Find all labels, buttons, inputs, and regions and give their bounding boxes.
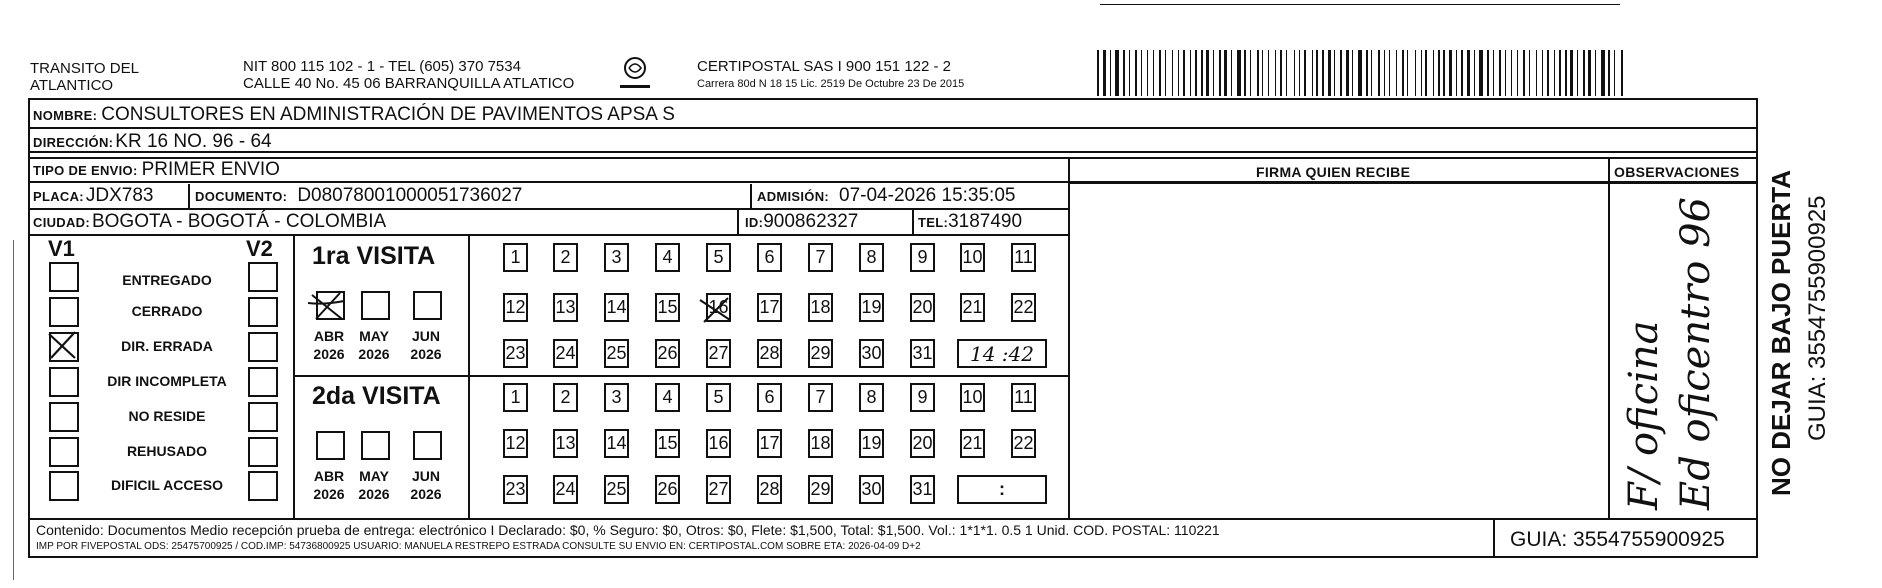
direccion-value: KR 16 NO. 96 - 64 (115, 131, 272, 152)
visit2-month-label (403, 467, 449, 503)
documento-label: DOCUMENTO: (195, 188, 288, 204)
day-checkmark-icon (696, 292, 736, 326)
sender-name (30, 60, 139, 94)
barcode-bar (1115, 50, 1119, 96)
visit2-day-box[interactable]: 10 (960, 383, 985, 412)
barcode-bar (1402, 50, 1404, 96)
barcode-bar (1206, 50, 1209, 96)
barcode-bar (1536, 50, 1537, 96)
visit1-day-box[interactable]: 13 (553, 293, 578, 322)
return-reason-label: DIFICIL ACCESO (110, 477, 223, 493)
visit1-day-box[interactable]: 3 (604, 243, 629, 272)
visit2-day-box[interactable]: 16 (706, 429, 731, 458)
barcode-bar (1352, 50, 1353, 96)
v2-checkbox[interactable] (248, 437, 278, 467)
month-year: 2026 (358, 486, 390, 502)
barcode-bar (1474, 50, 1475, 96)
visit1-day-box[interactable]: 12 (503, 293, 528, 322)
visit2-day-box[interactable]: 7 (808, 383, 833, 412)
visit1-month-checkbox[interactable] (316, 291, 345, 320)
visit2-day-box[interactable]: 19 (859, 429, 884, 458)
barcode-bar (1529, 50, 1530, 96)
visit2-day-box[interactable]: 2 (553, 383, 578, 412)
barcode-bar (1449, 50, 1452, 96)
month-year: 2026 (410, 486, 442, 502)
barcode-bar (1165, 50, 1166, 96)
visit1-day-box[interactable]: 17 (757, 293, 782, 322)
visit2-day-box[interactable]: 17 (757, 429, 782, 458)
barcode-bar (1334, 50, 1335, 96)
return-reason-label: DIR INCOMPLETA (107, 373, 227, 389)
visit2-day-box[interactable]: 9 (910, 383, 935, 412)
barcode-bar (1172, 50, 1173, 96)
visit1-day-box[interactable]: 23 (503, 339, 528, 368)
barcode-bar (1577, 50, 1578, 96)
nombre-value: CONSULTORES EN ADMINISTRACIÓN DE PAVIMENTOS APSA S (101, 104, 675, 125)
side-warning: NO DEJAR BAJO PUERTA (1766, 169, 1796, 496)
barcode-bar (1493, 50, 1494, 96)
barcode-bar (1384, 50, 1385, 96)
barcode-bar (1595, 50, 1596, 96)
visit2-day-box[interactable]: 21 (960, 429, 985, 458)
visit2-day-box[interactable]: 30 (859, 475, 884, 504)
barcode-bar (1312, 50, 1313, 96)
visit2-month-label (306, 467, 352, 503)
barcode (1097, 50, 1627, 96)
visit1-day-box[interactable]: 31 (910, 339, 935, 368)
visit1-day-box[interactable]: 18 (808, 293, 833, 322)
top-rule (1100, 4, 1620, 5)
barcode-bar (1110, 50, 1111, 96)
barcode-bar (1262, 50, 1263, 96)
return-reason-label: NO RESIDE (128, 408, 206, 424)
v1-header: V1 (48, 236, 75, 261)
courier-address: Carrera 80d N 18 15 Lic. 2519 De Octubre 23 De 2015 (697, 78, 965, 90)
documento-row (195, 185, 522, 207)
month-name: ABR (313, 468, 345, 484)
barcode-bar (1479, 50, 1483, 96)
visit2-day-box[interactable]: 18 (808, 429, 833, 458)
return-reason-label: ENTREGADO (122, 272, 212, 288)
barcode-bar (1201, 50, 1203, 96)
month-year: 2026 (313, 346, 345, 362)
barcode-bar (1213, 50, 1214, 96)
tel-label: TEL: (918, 214, 949, 230)
visit1-day-box[interactable]: 27 (706, 339, 731, 368)
visit2-day-box[interactable]: 6 (757, 383, 782, 412)
barcode-bar (1340, 50, 1342, 96)
barcode-bar (1425, 50, 1427, 96)
sender-name-line1: TRANSITO DEL (30, 60, 139, 77)
visit2-day-box[interactable]: 24 (553, 475, 578, 504)
v2-checkbox[interactable] (248, 262, 278, 292)
barcode-bar (1294, 50, 1295, 96)
visit2-title: 2da VISITA (312, 382, 441, 410)
barcode-bar (1346, 50, 1349, 96)
placa-row (33, 185, 154, 207)
barcode-bar (1559, 50, 1561, 96)
barcode-bar (1268, 50, 1269, 96)
month-year: 2026 (313, 486, 345, 502)
barcode-bar (1499, 50, 1501, 96)
barcode-bar (1542, 50, 1543, 96)
visit1-day-box[interactable]: 25 (604, 339, 629, 368)
barcode-bar (1554, 50, 1555, 96)
side-guia: GUIA: 3554755900925 (1804, 195, 1831, 441)
barcode-bar (1608, 50, 1610, 96)
visit2-month-checkbox[interactable] (413, 431, 442, 460)
courier-name: CERTIPOSTAL SAS I 900 151 122 - 2 (697, 58, 952, 75)
barcode-bar (1523, 50, 1525, 96)
certipostal-logo-icon (618, 56, 652, 94)
documento-value: D08078001000051736027 (297, 185, 523, 206)
visit2-day-box[interactable]: 20 (910, 429, 935, 458)
barcode-bar (1275, 50, 1276, 96)
visit1-day-box[interactable]: 5 (706, 243, 731, 272)
barcode-bar (1244, 50, 1246, 96)
barcode-bar (1621, 50, 1623, 96)
barcode-bar (1407, 50, 1408, 96)
barcode-bar (1328, 50, 1331, 96)
visit2-month-label (351, 467, 397, 503)
barcode-bar (1358, 50, 1362, 96)
footer-imp: IMP POR FIVEPOSTAL ODS: 25475700925 / COD.IMP: 54736800925 USUARIO: MANUELA RESTREPO ESTRADA CONSULTE SU ENVIO EN: CERTIPOSTAL.COM SOBRE ETA: 2026-04-09 D+2 (36, 541, 921, 552)
v2-checkbox[interactable] (248, 367, 278, 397)
month-name: ABR (313, 328, 345, 344)
sender-name-line2: ATLANTICO (30, 77, 114, 94)
left-margin-rule (13, 240, 14, 580)
nombre-row (33, 104, 675, 126)
barcode-bar (1280, 50, 1282, 96)
barcode-bar (1147, 50, 1148, 96)
barcode-bar (1601, 50, 1605, 96)
barcode-bar (1322, 50, 1324, 96)
barcode-bar (1224, 50, 1227, 96)
month-name: MAY (359, 328, 389, 344)
barcode-bar (1421, 50, 1422, 96)
visit2-day-box[interactable]: 14 (604, 429, 629, 458)
barcode-bar (1517, 50, 1518, 96)
barcode-bar (1219, 50, 1221, 96)
handwritten-line1: F/ oficina (1621, 320, 1667, 510)
barcode-bar (1547, 50, 1549, 96)
footer-text (36, 522, 1486, 552)
tipo-value: PRIMER ENVIO (141, 159, 280, 180)
barcode-bar (1286, 50, 1287, 96)
visit2-day-box[interactable]: 5 (706, 383, 731, 412)
visit1-day-box[interactable]: 22 (1011, 293, 1036, 322)
visit2-day-box[interactable]: 3 (604, 383, 629, 412)
ciudad-value: BOGOTA - BOGOTÁ - COLOMBIA (91, 211, 387, 232)
visit2-day-box[interactable]: 1 (503, 383, 528, 412)
visit1-month-checkbox[interactable] (361, 291, 390, 320)
barcode-bar (1183, 50, 1185, 96)
visit2-day-box[interactable]: 28 (757, 475, 782, 504)
visit1-day-box[interactable]: 20 (910, 293, 935, 322)
direccion-label: DIRECCIÓN: (33, 134, 114, 150)
visit1-day-box[interactable]: 10 (960, 243, 985, 272)
visit2-day-box[interactable]: 26 (655, 475, 680, 504)
barcode-bar (1511, 50, 1512, 96)
barcode-bar (1456, 50, 1457, 96)
id-label: ID: (745, 214, 764, 230)
barcode-bar (1570, 50, 1573, 96)
id-row (745, 211, 858, 233)
barcode-bar (1505, 50, 1506, 96)
barcode-bar (1433, 50, 1434, 96)
barcode-bar (1396, 50, 1397, 96)
v2-checkbox[interactable] (248, 402, 278, 432)
barcode-bar (1159, 50, 1161, 96)
handwritten-line2: Ed oficentro 96 (1673, 196, 1719, 510)
sender-info (243, 58, 574, 92)
firma-header: FIRMA QUIEN RECIBE (1256, 164, 1411, 180)
return-reason-label: CERRADO (131, 303, 203, 319)
admision-row (757, 185, 1015, 207)
barcode-bar (1366, 50, 1368, 96)
tel-value: 3187490 (948, 211, 1023, 232)
visit2-day-box[interactable]: 12 (503, 429, 528, 458)
nombre-label: NOMBRE: (33, 107, 98, 123)
barcode-bar (1614, 50, 1615, 96)
barcode-bar (1583, 50, 1585, 96)
visit1-day-box[interactable]: 21 (960, 293, 985, 322)
footer-guia: GUIA: 3554755900925 (1510, 528, 1725, 551)
visit2-day-box[interactable]: 22 (1011, 429, 1036, 458)
v2-checkbox[interactable] (248, 332, 278, 362)
barcode-bar (1178, 50, 1179, 96)
visit2-month-checkbox[interactable] (316, 431, 345, 460)
visit1-month-label (403, 327, 449, 363)
visit1-day-box[interactable]: 7 (808, 243, 833, 272)
id-value: 900862327 (763, 211, 859, 232)
visit1-day-box[interactable]: 14 (604, 293, 629, 322)
visit1-day-box[interactable]: 30 (859, 339, 884, 368)
barcode-bar (1371, 50, 1372, 96)
month-name: JUN (411, 328, 440, 344)
barcode-bar (1257, 50, 1259, 96)
visit1-day-box[interactable]: 16 (706, 293, 731, 322)
barcode-bar (1123, 50, 1125, 96)
observaciones-header: OBSERVACIONES (1614, 164, 1740, 180)
visit2-time-field[interactable]: : (957, 475, 1047, 504)
barcode-bar (1389, 50, 1390, 96)
visit1-day-box[interactable]: 9 (910, 243, 935, 272)
visit1-day-box[interactable]: 24 (553, 339, 578, 368)
ciudad-row (33, 211, 386, 233)
barcode-bar (1467, 50, 1470, 96)
visit2-day-box[interactable]: 15 (655, 429, 680, 458)
month-name: JUN (411, 468, 440, 484)
barcode-bar (1129, 50, 1130, 96)
v2-header: V2 (246, 236, 273, 261)
sender-nit-tel: NIT 800 115 102 - 1 - TEL (605) 370 7534 (243, 58, 521, 75)
visit1-time-field[interactable]: 14 :42 (957, 339, 1047, 368)
visit1-title: 1ra VISITA (312, 242, 436, 270)
visit1-day-box[interactable]: 6 (757, 243, 782, 272)
visit2-day-box[interactable]: 11 (1011, 383, 1036, 412)
tipo-label: TIPO DE ENVIO: (33, 162, 138, 178)
admision-label: ADMISIÓN: (757, 188, 830, 204)
return-reason-label: DIR. ERRADA (121, 338, 213, 354)
barcode-bar (1443, 50, 1445, 96)
month-year: 2026 (358, 346, 390, 362)
visit2-day-box[interactable]: 8 (859, 383, 884, 412)
footer-contenido: Contenido: Documentos Medio recepción prueba de entrega: electrónico I Declarado: $0, % Seguro: $0, Otros: $0, Flete: $1,500, Total: $1,500. Vol.: 1*1*1. 0.5 1 Unid. COD. POSTAL: 110221 (36, 522, 1220, 538)
ciudad-label: CIUDAD: (33, 214, 90, 230)
barcode-bar (1103, 50, 1106, 96)
visit1-day-box[interactable]: 15 (655, 293, 680, 322)
barcode-bar (1250, 50, 1251, 96)
direccion-row (33, 131, 272, 153)
sender-address: CALLE 40 No. 45 06 BARRANQUILLA ATLATICO (243, 75, 575, 92)
barcode-bar (1231, 50, 1232, 96)
tipo-row (33, 159, 280, 181)
visit2-day-box[interactable]: 31 (910, 475, 935, 504)
visit1-month-checkbox[interactable] (413, 291, 442, 320)
barcode-bar (1190, 50, 1191, 96)
visit2-day-box[interactable]: 27 (706, 475, 731, 504)
visit1-day-box[interactable]: 8 (859, 243, 884, 272)
visit1-day-box[interactable]: 26 (655, 339, 680, 368)
barcode-bar (1135, 50, 1137, 96)
courier-info (697, 58, 964, 90)
main-form-frame (28, 98, 1758, 558)
handwritten-observaciones (1618, 197, 1722, 510)
visit1-day-box[interactable]: 4 (655, 243, 680, 272)
barcode-bar (1195, 50, 1197, 96)
return-reason-label: REHUSADO (126, 443, 208, 459)
visit2-day-box[interactable]: 13 (553, 429, 578, 458)
month-name: MAY (359, 468, 389, 484)
v2-checkbox[interactable] (248, 471, 278, 501)
barcode-bar (1153, 50, 1154, 96)
barcode-bar (1487, 50, 1489, 96)
visit2-day-box[interactable]: 29 (808, 475, 833, 504)
tel-row (918, 211, 1022, 233)
visit2-month-checkbox[interactable] (361, 431, 390, 460)
visit1-day-box[interactable]: 2 (553, 243, 578, 272)
visit1-day-box[interactable]: 1 (503, 243, 528, 272)
barcode-bar (1461, 50, 1463, 96)
barcode-bar (1097, 50, 1099, 96)
placa-value: JDX783 (85, 185, 154, 206)
visit2-day-box[interactable]: 4 (655, 383, 680, 412)
visit2-day-box[interactable]: 23 (503, 475, 528, 504)
v2-checkbox[interactable] (248, 297, 278, 327)
visit1-day-box[interactable]: 11 (1011, 243, 1036, 272)
visit1-month-label (351, 327, 397, 363)
placa-label: PLACA: (33, 188, 84, 204)
barcode-bar (1565, 50, 1567, 96)
barcode-bar (1299, 50, 1300, 96)
barcode-bar (1438, 50, 1440, 96)
barcode-bar (1237, 50, 1241, 96)
visit2-day-box[interactable]: 25 (604, 475, 629, 504)
barcode-bar (1304, 50, 1306, 96)
visit1-day-box[interactable]: 29 (808, 339, 833, 368)
barcode-bar (1316, 50, 1318, 96)
visit1-day-box[interactable]: 19 (859, 293, 884, 322)
barcode-bar (1141, 50, 1142, 96)
visit1-month-label (306, 327, 352, 363)
visit1-day-box[interactable]: 28 (757, 339, 782, 368)
barcode-bar (1378, 50, 1380, 96)
barcode-bar (1415, 50, 1416, 96)
barcode-bar (1588, 50, 1591, 96)
admision-value: 07-04-2026 15:35:05 (839, 185, 1016, 206)
month-year: 2026 (410, 346, 442, 362)
